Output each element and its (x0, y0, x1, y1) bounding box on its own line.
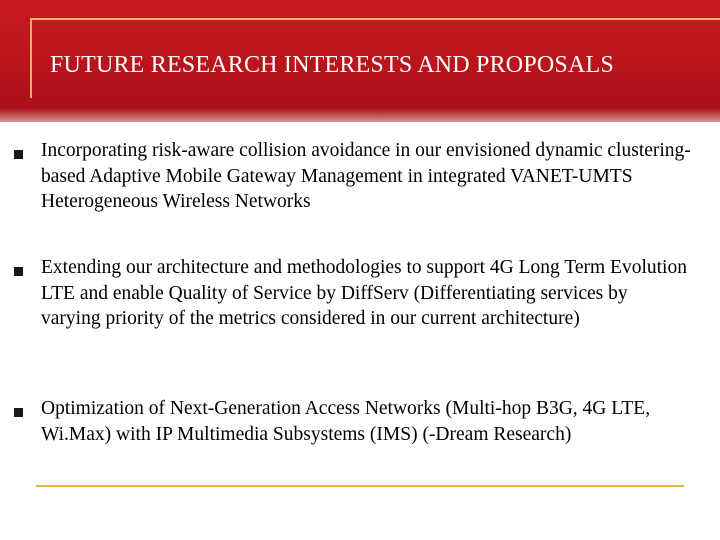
bullet-text: Optimization of Next-Generation Access Networks (Multi-hop B3G, 4G LTE, Wi.Max) with IP Multimedia Subsystems (IMS) (-Dream Research) (41, 398, 651, 445)
bullet-text: Extending our architecture and methodologies to support 4G Long Term Evolution LTE and enable Quality of Service by DiffServ (Differentiating services by varying priority of the metrics considered in our current architecture) (41, 257, 687, 329)
square-bullet-icon (14, 408, 23, 417)
square-bullet-icon (14, 150, 23, 159)
slide-title: FUTURE RESEARCH INTERESTS AND PROPOSALS (50, 52, 614, 78)
square-bullet-icon (14, 267, 23, 276)
banner-frame-left-line (30, 18, 32, 98)
banner-frame-top-line (30, 18, 720, 20)
bullet-text: Incorporating risk-aware collision avoidance in our envisioned dynamic clustering-based Adaptive Mobile Gateway Management in integrated VANET-UMTS Heterogeneous Wireless Networks (41, 140, 691, 212)
footer-divider (36, 485, 684, 487)
